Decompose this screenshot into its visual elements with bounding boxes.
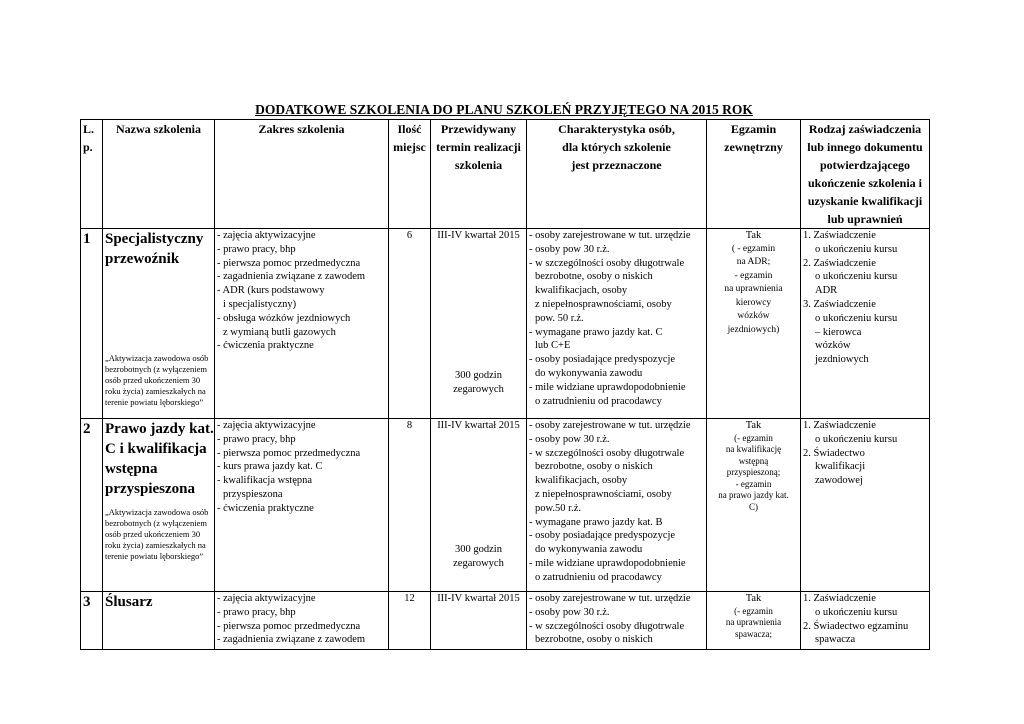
training-name-cell [103, 229, 215, 419]
header-line: L. [83, 122, 95, 136]
characteristics-cell [527, 592, 707, 650]
scope-line: - pierwsza pomoc przedmedyczna [217, 620, 361, 632]
certificate-cell [801, 419, 930, 592]
certificate-line: ADR [815, 285, 838, 297]
training-name: C i kwalifikacja [105, 441, 207, 457]
certificate-line: 2. Świadectwo [803, 447, 865, 459]
term-value: III-IV kwartał 2015 [437, 420, 520, 431]
certificate-line: o ukończeniu kursu [815, 433, 898, 445]
certificate-line: 2. Świadectwo egzaminu [803, 620, 909, 632]
characteristics-line: - w szczególności osoby długotrwale [529, 257, 685, 269]
characteristics-line: o zatrudnieniu od pracodawcy [535, 395, 662, 407]
certificate-line: zawodowej [815, 475, 863, 487]
header-egzamin [707, 120, 801, 229]
header-line: Charakterystyka osób, [558, 122, 675, 136]
characteristics-line: - osoby zarejestrowane w tut. urzędzie [529, 420, 691, 431]
exam-line: na ADR; [736, 257, 771, 268]
header-line: lub innego dokumentu [807, 140, 923, 154]
header-rodzaj [801, 120, 930, 229]
exam-cell [707, 592, 801, 650]
characteristics-line: z niepełnosprawnościami, osoby [535, 298, 672, 310]
places-count: 8 [389, 419, 431, 592]
term-cell [431, 229, 527, 419]
certificate-line: 1. Zaświadczenie [803, 593, 876, 604]
characteristics-line: - osoby pow 30 r.ż. [529, 606, 610, 618]
characteristics-line: - osoby posiadające predyspozycje [529, 530, 676, 542]
exam-line: Tak [745, 230, 762, 241]
header-line: miejsc [393, 140, 426, 154]
exam-line: wstępną [738, 455, 769, 466]
header-line: Rodzaj zaświadczenia [808, 122, 922, 136]
hours-value: 300 godzin [455, 369, 502, 381]
scope-line: - zajęcia aktywizacyjne [217, 593, 316, 604]
scope-line: - zajęcia aktywizacyjne [217, 420, 316, 431]
exam-line: C) [749, 501, 758, 512]
row-number: 1 [81, 229, 103, 419]
exam-line: wózków [737, 311, 770, 322]
hours-value: 300 godzin [455, 543, 502, 555]
scope-line: - ADR (kurs podstawowy [217, 285, 325, 297]
training-name: Specjalistyczny [105, 231, 204, 247]
header-row [81, 120, 930, 229]
exam-line: przyspieszoną; [726, 467, 781, 478]
header-zakres [215, 120, 389, 229]
certificate-line: 3. Zaświadczenie [803, 298, 876, 310]
training-name: przyspieszona [105, 481, 195, 497]
program-note: „Aktywizacja zawodowa osób [105, 353, 209, 363]
characteristics-line: bezrobotne, osoby o niskich [535, 271, 653, 283]
header-line: Ilość [397, 122, 422, 136]
program-note: roku życia) zamieszkałych na [105, 540, 206, 550]
term-value: III-IV kwartał 2015 [437, 230, 520, 241]
program-note: „Aktywizacja zawodowa osób [105, 507, 209, 517]
scope-line: - obsługa wózków jezdniowych [217, 312, 351, 324]
exam-line: (- egzamin [734, 605, 773, 616]
scope-cell [215, 229, 389, 419]
hours-value: zegarowych [453, 557, 504, 569]
header-line: Egzamin [730, 122, 777, 136]
certificate-line: o ukończeniu kursu [815, 243, 898, 255]
exam-line: kierowcy [735, 297, 772, 308]
scope-line: - pierwsza pomoc przedmedyczna [217, 257, 361, 269]
scope-line: - prawo pracy, bhp [217, 243, 296, 255]
header-line: Przewidywany [440, 122, 517, 136]
header-line: lub uprawnień [827, 212, 903, 226]
certificate-line: kwalifikacji [815, 461, 866, 473]
certificate-line: o ukończeniu kursu [815, 312, 898, 324]
hours-value: zegarowych [453, 383, 504, 395]
header-line: zewnętrzny [724, 140, 783, 154]
scope-line: - kurs prawa jazdy kat. C [217, 461, 323, 473]
program-note: bezrobotnych (z wyłączeniem [105, 364, 207, 374]
training-name: Prawo jazdy kat. [105, 421, 214, 437]
scope-line: przyspieszona [223, 488, 283, 500]
characteristics-line: - wymagane prawo jazdy kat. B [529, 516, 663, 528]
header-charakterystyka [527, 120, 707, 229]
certificate-line: 1. Zaświadczenie [803, 230, 876, 241]
program-note: osób przed ukończeniem 30 [105, 375, 201, 385]
header-line: jest przeznaczone [571, 158, 662, 172]
exam-cell [707, 229, 801, 419]
certificate-line: o ukończeniu kursu [815, 271, 898, 283]
certificate-cell [801, 592, 930, 650]
scope-line: i specjalistyczny) [223, 298, 297, 310]
header-ilosc [389, 120, 431, 229]
exam-line: na uprawnienia [725, 617, 782, 628]
scope-line: - kwalifikacja wstępna [217, 475, 313, 487]
header-nazwa [103, 120, 215, 229]
exam-cell [707, 419, 801, 592]
training-table [80, 119, 930, 650]
characteristics-line: - mile widziane uprawdopodobnienie [529, 557, 686, 569]
certificate-cell [801, 229, 930, 419]
program-note: osób przed ukończeniem 30 [105, 529, 201, 539]
scope-cell [215, 592, 389, 650]
characteristics-line: o zatrudnieniu od pracodawcy [535, 571, 662, 583]
exam-line: (- egzamin [734, 432, 773, 443]
program-note: roku życia) zamieszkałych na [105, 386, 206, 396]
exam-line: - egzamin [734, 270, 773, 281]
document-title: DODATKOWE SZKOLENIA DO PLANU SZKOLEŃ PRZYJĘTEGO NA 2015 ROK [255, 102, 753, 117]
exam-line: spawacza; [735, 628, 772, 639]
characteristics-line: - osoby zarejestrowane w tut. urzędzie [529, 230, 691, 241]
characteristics-cell [527, 419, 707, 592]
training-name-cell [103, 592, 215, 650]
row-number: 3 [81, 592, 103, 650]
characteristics-line: do wykonywania zawodu [535, 544, 643, 556]
exam-line: na prawo jazdy kat. [718, 490, 789, 501]
exam-line: na kwalifikację [725, 444, 782, 455]
certificate-line: wózków [815, 340, 851, 352]
table-row [81, 592, 930, 650]
characteristics-line: - w szczególności osoby długotrwale [529, 620, 685, 632]
characteristics-line: - osoby pow 30 r.ż. [529, 243, 610, 255]
characteristics-line: do wykonywania zawodu [535, 367, 643, 379]
header-line: dla których szkolenie [562, 140, 671, 154]
scope-line: - ćwiczenia praktyczne [217, 502, 314, 514]
term-cell [431, 592, 527, 650]
scope-line: - prawo pracy, bhp [217, 606, 296, 618]
scope-line: - zagadnienia związane z zawodem [217, 634, 366, 646]
header-termin [431, 120, 527, 229]
characteristics-line: kwalifikacjach, osoby [535, 285, 628, 297]
scope-line: - prawo pracy, bhp [217, 433, 296, 445]
table-row [81, 419, 930, 592]
exam-line: jezdniowych) [727, 324, 780, 335]
characteristics-line: pow.50 r.ż. [535, 502, 581, 514]
certificate-line: jezdniowych [815, 354, 869, 366]
characteristics-line: pow. 50 r.ż. [535, 312, 584, 324]
header-line: potwierdzającego [820, 158, 910, 172]
training-name-cell [103, 419, 215, 592]
term-value: III-IV kwartał 2015 [437, 593, 520, 604]
header-line: Nazwa szkolenia [116, 122, 201, 136]
exam-line: - egzamin [735, 478, 772, 489]
program-note: bezrobotnych (z wyłączeniem [105, 518, 207, 528]
exam-line: ( - egzamin [731, 243, 776, 254]
training-name: przewoźnik [105, 251, 180, 267]
header-line: uzyskanie kwalifikacji [807, 194, 923, 208]
exam-line: na uprawnienia [724, 284, 783, 295]
scope-cell [215, 419, 389, 592]
characteristics-line: - mile widziane uprawdopodobnienie [529, 381, 686, 393]
exam-line: Tak [745, 420, 762, 431]
header-line: Zakres szkolenia [258, 122, 345, 136]
characteristics-line: - osoby posiadające predyspozycje [529, 354, 676, 366]
certificate-line: spawacza [815, 634, 856, 646]
header-line: termin realizacji [436, 140, 521, 154]
characteristics-line: - osoby zarejestrowane w tut. urzędzie [529, 593, 691, 604]
certificate-line: – kierowca [815, 326, 862, 338]
header-line: szkolenia [454, 158, 503, 172]
exam-line: Tak [745, 593, 762, 604]
table-row [81, 229, 930, 419]
characteristics-cell [527, 229, 707, 419]
term-cell [431, 419, 527, 592]
program-note: terenie powiatu lęborskiego” [105, 551, 204, 561]
training-name: Ślusarz [105, 594, 153, 610]
characteristics-line: bezrobotne, osoby o niskich [535, 461, 653, 473]
characteristics-line: - osoby pow 30 r.ż. [529, 433, 610, 445]
scope-line: - ćwiczenia praktyczne [217, 340, 314, 352]
certificate-line: o ukończeniu kursu [815, 606, 898, 618]
places-count: 6 [389, 229, 431, 419]
characteristics-line: kwalifikacjach, osoby [535, 475, 628, 487]
scope-line: - pierwsza pomoc przedmedyczna [217, 447, 361, 459]
certificate-line: 1. Zaświadczenie [803, 420, 876, 431]
scope-line: - zajęcia aktywizacyjne [217, 230, 316, 241]
header-line: p. [83, 140, 93, 154]
scope-line: - zagadnienia związane z zawodem [217, 271, 366, 283]
program-note: terenie powiatu lęborskiego” [105, 397, 204, 407]
characteristics-line: - w szczególności osoby długotrwale [529, 447, 685, 459]
characteristics-line: z niepełnosprawnościami, osoby [535, 488, 672, 500]
places-count: 12 [389, 592, 431, 650]
characteristics-line: - wymagane prawo jazdy kat. C [529, 326, 663, 338]
characteristics-line: bezrobotne, osoby o niskich [535, 634, 653, 646]
characteristics-line: lub C+E [535, 340, 571, 352]
training-name: wstępna [105, 461, 158, 477]
row-number: 2 [81, 419, 103, 592]
scope-line: z wymianą butli gazowych [223, 326, 336, 338]
header-lp [81, 120, 103, 229]
header-line: ukończenie szkolenia i [807, 176, 922, 190]
certificate-line: 2. Zaświadczenie [803, 257, 876, 269]
